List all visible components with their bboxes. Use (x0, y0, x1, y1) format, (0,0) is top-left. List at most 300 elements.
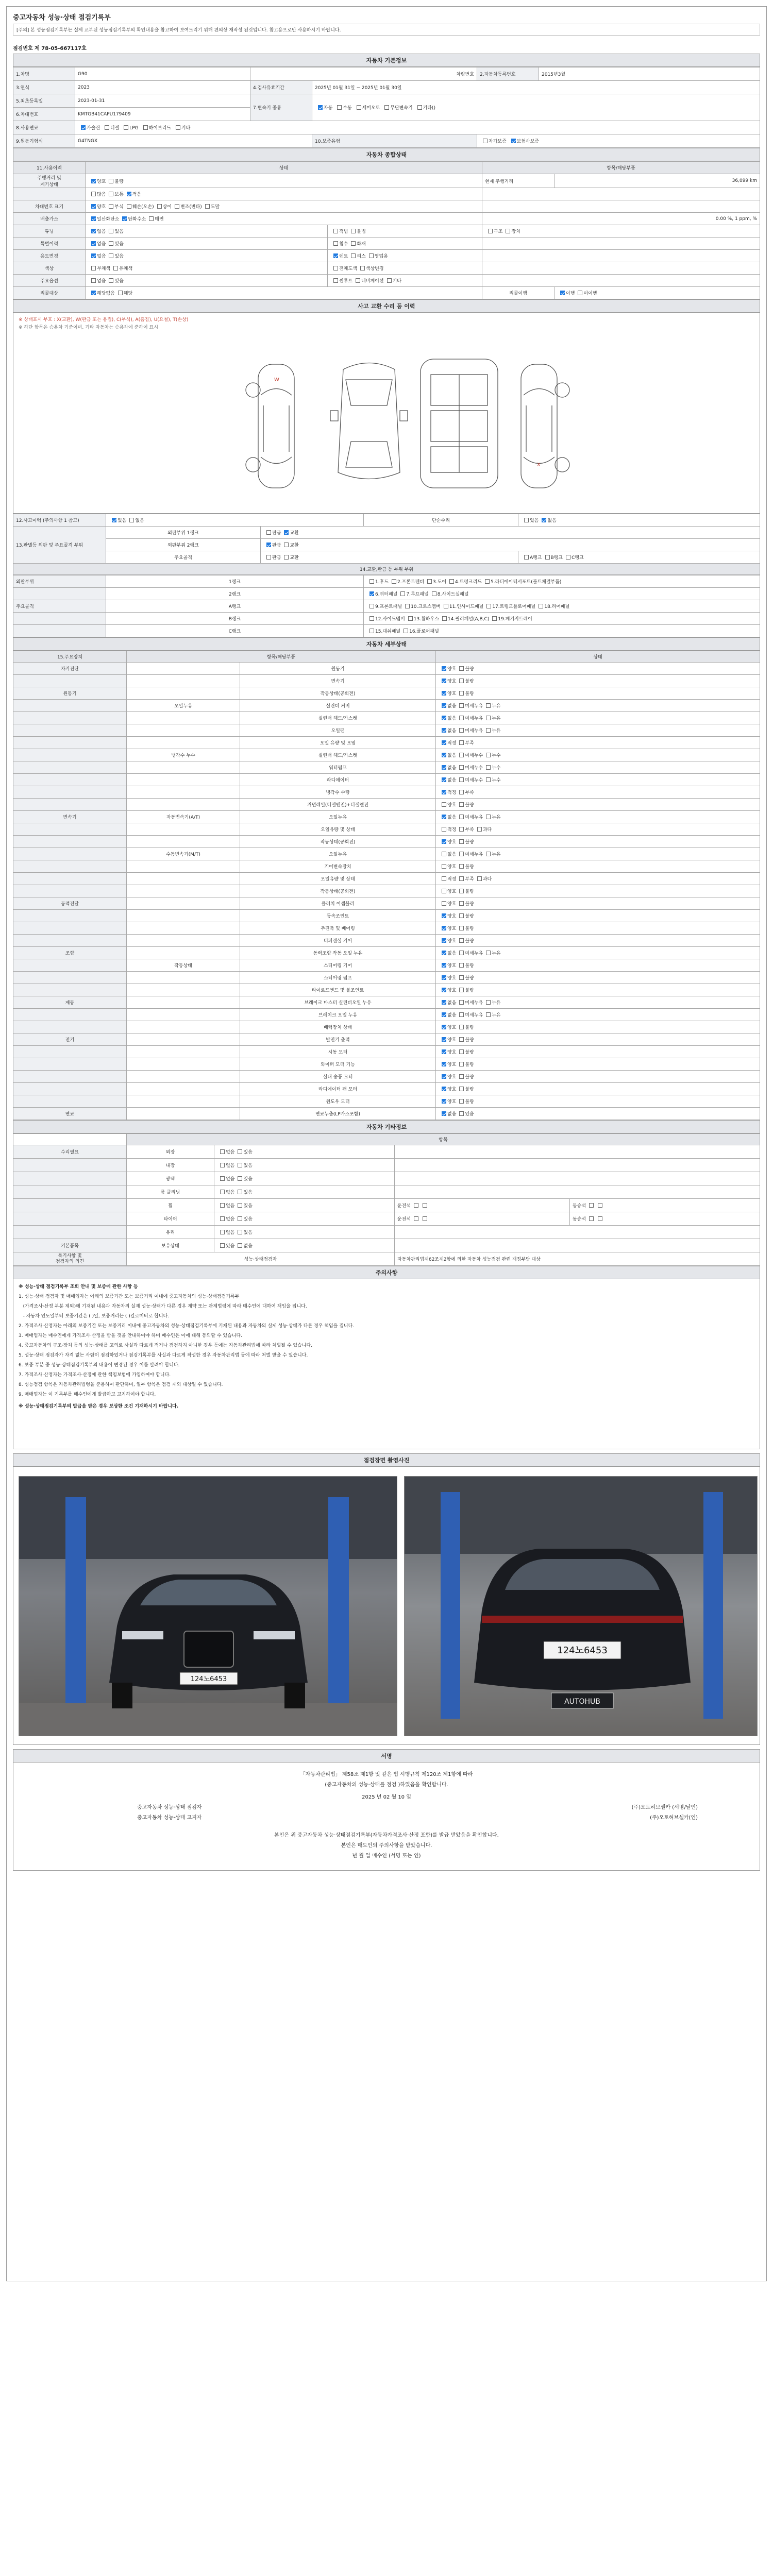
detail-sub (127, 1009, 240, 1021)
checkbox-detail34-1[interactable] (459, 1087, 464, 1091)
checkbox-other5-drv-f[interactable] (414, 1216, 418, 1221)
checkbox-state4-0[interactable] (91, 229, 96, 233)
detail-sub: 오일누유 (127, 700, 240, 712)
checkbox-detail34-0[interactable] (442, 1087, 446, 1091)
detail-item: 클러치 어셈블리 (240, 897, 436, 910)
value-model-year: 2023 (75, 81, 250, 94)
checkbox-detail28-0[interactable] (442, 1012, 446, 1017)
section-notes: 주의사항 (13, 1266, 760, 1279)
checkbox-rank-a[interactable] (524, 555, 529, 560)
state-right-value: 36,099 km (554, 174, 760, 188)
other-group: 특기사항 및 점검자의 의견 (13, 1252, 127, 1266)
state-label: 특별이력 (13, 238, 86, 250)
checkbox-detail28-1[interactable] (459, 1012, 464, 1017)
note-line: ※ 성능·상태 점검기록부 조회 안내 및 보증에 관한 사항 등 (19, 1284, 138, 1290)
label-fuel: 8.사용연료 (13, 121, 75, 134)
checkbox-detail2-0[interactable] (442, 691, 446, 696)
label-first-reg: 5.최초등록일 (13, 94, 75, 108)
plate-text-rear: 124노6453 (557, 1645, 608, 1656)
checkbox-other3-0[interactable] (220, 1190, 225, 1194)
checkbox-detail33-1[interactable] (459, 1074, 464, 1079)
checkbox-state2-4[interactable] (175, 204, 179, 209)
basic-info-table (13, 67, 760, 148)
checkbox-part2-3[interactable] (486, 604, 491, 608)
label-panel: 13.판넬등 외판 및 주요골격 부위 (13, 527, 106, 564)
checkbox-detail4-0[interactable] (442, 716, 446, 720)
checkbox-other5-pas-f[interactable] (589, 1216, 594, 1221)
checkbox-detail19-1[interactable] (459, 901, 464, 906)
state-label: 주행거리 및 계기상태 (13, 174, 86, 188)
label-reg-no: 2.자동차등록번호 (477, 67, 539, 81)
checkbox-other4-drv-f[interactable] (414, 1203, 418, 1208)
car-diagram (19, 333, 766, 503)
checkbox-detail26-1[interactable] (459, 988, 464, 992)
checkbox-state4-mid-0[interactable] (333, 229, 338, 233)
checkbox-detail3-2[interactable] (486, 703, 491, 708)
checkbox-detail32-1[interactable] (459, 1062, 464, 1066)
checkbox-other2-1[interactable] (238, 1176, 242, 1181)
checkbox-detail13-2[interactable] (477, 827, 482, 832)
damage-mark-x: X (537, 462, 541, 468)
other-group (13, 1172, 127, 1185)
detail-group (13, 885, 127, 897)
checkbox-state4-mid-1[interactable] (351, 229, 356, 233)
checkbox-detail20-1[interactable] (459, 913, 464, 918)
parts-table: 외판부위 1랭크 1.후드 2.프론트펜더 3.도어 4.트렁크리드 5.라디에이터서포트(볼트체결부품) 2랭크 6.쿼터패널 7.루프패널 8.사이드실패널 주요골격 A랭크 9.프론트패널 10.크로스멤버 11.인사이드패널 17.트렁크플로어패널 18.리어패널 B랭크 12.사이드멤버 13.휠하우스 14.필러패널(A,B,C) 19.패키지트레이 C랭크 15.대쉬패널 16.플로어패널 (13, 575, 760, 637)
detail-sub: 자동변속기(A/T) (127, 811, 240, 823)
checkbox-detail36-1[interactable] (459, 1111, 464, 1116)
checkbox-detail10-1[interactable] (459, 790, 464, 794)
label-transmission: 7.변속기 종류 (250, 94, 312, 121)
detail-group (13, 860, 127, 873)
other-group (13, 1159, 127, 1172)
checkbox-warranty-1[interactable] (511, 139, 516, 143)
detail-item: 와이퍼 모터 기능 (240, 1058, 436, 1071)
checkbox-state1-1[interactable] (109, 192, 113, 196)
checkbox-state2-3[interactable] (157, 204, 162, 209)
value-car-name: G90 (75, 67, 250, 81)
checkbox-detail28-2[interactable] (486, 1012, 491, 1017)
checkbox-trans-4[interactable] (417, 105, 422, 110)
detail-group (13, 1083, 127, 1095)
checkbox-other4-1[interactable] (238, 1203, 242, 1208)
checkbox-other4-pas-f[interactable] (589, 1203, 594, 1208)
detail-item: 오일누유 (240, 811, 436, 823)
state-col-status: 상태 (86, 162, 482, 174)
checkbox-other6-0[interactable] (220, 1230, 225, 1234)
other-inspector-label: 성능·상태점검자 (127, 1252, 395, 1266)
checkbox-detail5-0[interactable] (442, 728, 446, 733)
checkbox-detail8-0[interactable] (442, 765, 446, 770)
checkbox-part2-2[interactable] (444, 604, 448, 608)
checkbox-detail22-1[interactable] (459, 938, 464, 943)
detail-item: 브레이크 오일 누유 (240, 1009, 436, 1021)
checkbox-detail13-0[interactable] (442, 827, 446, 832)
checkbox-accident-no[interactable] (129, 518, 134, 522)
section-signature: 서명 (13, 1749, 760, 1762)
detail-group (13, 959, 127, 972)
checkbox-other5-0[interactable] (220, 1216, 225, 1221)
checkbox-detail0-0[interactable] (442, 666, 446, 671)
detail-item: 오일유량 및 상태 (240, 823, 436, 836)
checkbox-other7-0[interactable] (220, 1243, 225, 1248)
checkbox-state6-mid-1[interactable] (351, 253, 356, 258)
sign-line-1: 「자동차관리법」 제58조 제1항 및 같은 법 시행규칙 제120조 제1항에 따라 (300, 1772, 473, 1777)
checkbox-rank-b[interactable] (545, 555, 550, 560)
checkbox-other3-1[interactable] (238, 1190, 242, 1194)
checkbox-part4-0[interactable] (369, 629, 374, 633)
checkbox-recall-0[interactable] (560, 291, 565, 295)
checkbox-detail23-2[interactable] (486, 951, 491, 955)
detail-group (13, 848, 127, 860)
checkbox-state4-mid2-1[interactable] (506, 229, 510, 233)
checkbox-state9-1[interactable] (118, 291, 123, 295)
detail-item: 냉각수 수량 (240, 786, 436, 799)
checkbox-detail1-1[interactable] (459, 679, 464, 683)
checkbox-state6-mid-0[interactable] (333, 253, 338, 258)
checkbox-state3-1[interactable] (122, 216, 127, 221)
checkbox-r2-replace[interactable] (284, 543, 289, 547)
checkbox-detail19-0[interactable] (442, 901, 446, 906)
checkbox-fuel-2[interactable] (124, 125, 128, 130)
car-front-view (330, 363, 408, 479)
checkbox-state6-1[interactable] (109, 253, 113, 258)
label-outer-rank1: 외판부위 1랭크 (106, 527, 261, 539)
sign-line-2: (중고자동차의 성능·상태를 점검 )하였음을 확인합니다. (325, 1782, 448, 1788)
note-line: 4. 중고자동차의 구조·장치 등의 성능·상태를 고의로 사실과 다르게 적거나 점검하지 아니한 경우 등에는 자동차관리법에 따라 처벌될 수 있습니다. (19, 1343, 313, 1348)
state-label: 차대번호 표기 (13, 200, 86, 213)
checkbox-recall-1[interactable] (578, 291, 582, 295)
checkbox-detail21-1[interactable] (459, 926, 464, 930)
checkbox-part1-2[interactable] (432, 591, 436, 596)
checkbox-detail22-0[interactable] (442, 938, 446, 943)
checkbox-trans-2[interactable] (357, 105, 361, 110)
checkbox-detail27-2[interactable] (486, 1000, 491, 1005)
checkbox-state5-mid-1[interactable] (351, 241, 356, 246)
other-col-item: 항목 (127, 1134, 760, 1145)
checkbox-part3-0[interactable] (369, 616, 374, 621)
checkbox-detail23-0[interactable] (442, 951, 446, 955)
checkbox-detail17-0[interactable] (442, 876, 446, 881)
checkbox-fuel-0[interactable] (81, 125, 86, 130)
detail-sub (127, 1033, 240, 1046)
section-detail-state: 자동차 세부상태 (13, 637, 760, 651)
checkbox-state7-0[interactable] (91, 266, 96, 270)
section-photos: 점검장면 촬영사진 (13, 1453, 760, 1467)
checkbox-state8-0[interactable] (91, 278, 96, 283)
checkbox-r1-sheet[interactable] (266, 530, 271, 535)
checkbox-other7-1[interactable] (238, 1243, 242, 1248)
signature-box (13, 1762, 760, 1871)
detail-sub (127, 761, 240, 774)
checkbox-detail35-0[interactable] (442, 1099, 446, 1104)
car-diagram-box (13, 313, 760, 514)
checkbox-other5-1[interactable] (238, 1216, 242, 1221)
checkbox-detail9-1[interactable] (459, 777, 464, 782)
sign-inspector-label: 중고자동차 성능·상태 점검자 (137, 1805, 202, 1810)
other-inspector-note: 자동차관리법제62조제2항에 의한 자동차 성능점검 관련 재정부담 대상 (395, 1252, 760, 1266)
checkbox-detail12-0[interactable] (442, 815, 446, 819)
detail-item: 실내 송풍 모터 (240, 1071, 436, 1083)
detail-item: 스티어링 기어 (240, 959, 436, 972)
detail-group (13, 1009, 127, 1021)
checkbox-detail31-0[interactable] (442, 1049, 446, 1054)
inspection-photo-front (19, 1476, 397, 1736)
label-model-year: 3.연식 (13, 81, 75, 94)
checkbox-state4-mid2-0[interactable] (488, 229, 493, 233)
checkbox-state8-1[interactable] (109, 278, 113, 283)
checkbox-detail18-0[interactable] (442, 889, 446, 893)
checkbox-state2-5[interactable] (205, 204, 210, 209)
checkbox-detail23-1[interactable] (459, 951, 464, 955)
checkbox-fuel-4[interactable] (176, 125, 180, 130)
checkbox-other4-0[interactable] (220, 1203, 225, 1208)
checkbox-state6-mid-2[interactable] (369, 253, 374, 258)
checkbox-rank-c[interactable] (566, 555, 570, 560)
checkbox-frame-replace[interactable] (284, 555, 289, 560)
checkbox-part0-4[interactable] (485, 579, 490, 584)
detail-sub (127, 996, 240, 1009)
detail-sub (127, 972, 240, 984)
sign-notifier-label: 중고자동차 성능·상태 고지자 (137, 1815, 202, 1821)
checkbox-detail7-2[interactable] (486, 753, 491, 757)
checkbox-detail29-1[interactable] (459, 1025, 464, 1029)
state-label: 주요옵션 (13, 275, 86, 287)
checkbox-detail25-0[interactable] (442, 975, 446, 980)
checkbox-detail15-0[interactable] (442, 852, 446, 856)
checkbox-part0-2[interactable] (427, 579, 432, 584)
checkbox-detail29-0[interactable] (442, 1025, 446, 1029)
checkbox-detail12-2[interactable] (486, 815, 491, 819)
checkbox-detail7-0[interactable] (442, 753, 446, 757)
checkbox-r1-replace[interactable] (284, 530, 289, 535)
detail-sub (127, 1108, 240, 1120)
checkbox-part4-1[interactable] (404, 629, 408, 633)
value-valid-period: 2025년 01월 31일 ~ 2025년 01월 30일 (312, 81, 760, 94)
checkbox-part1-0[interactable] (369, 591, 374, 596)
inspection-record-document (6, 6, 767, 2281)
checkbox-detail5-2[interactable] (486, 728, 491, 733)
checkbox-fuel-1[interactable] (105, 125, 109, 130)
checkbox-state3-2[interactable] (149, 216, 154, 221)
checkbox-detail14-0[interactable] (442, 839, 446, 844)
checkbox-detail21-0[interactable] (442, 926, 446, 930)
other-item: 룸 클리닝 (127, 1185, 214, 1199)
detail-group (13, 749, 127, 761)
checkbox-detail15-2[interactable] (486, 852, 491, 856)
notes-box (13, 1279, 760, 1449)
checkbox-repair-no[interactable] (542, 518, 546, 522)
checkbox-detail32-0[interactable] (442, 1062, 446, 1066)
checkbox-state1-2[interactable] (127, 192, 131, 196)
overall-state-table: 11.사용이력 상태 항목/해당부품 주행거리 및 계기상태 양호 불량 현재 주행거리 36,099 km 많음 보통 적음 차대번호 표기 양호 부식 훼손(오손) 상이 변조(변타) 도말 배출가스 일산화탄소 탄화수소 매연 0.00 %, 1 ppm, % 튜닝 없음 있음 적법 불법 구조 장치 특별이력 없음 있음 침수 화재 용도변경 없음 있음 렌트 리스 영업용 색상 무채색 유채색 전체도색 색상변경 주요옵션 없음 있음 썬루프 네비게이션 기타 리콜대상 해당없음 해당 리콜이행 이행 미이행 (13, 161, 760, 299)
checkbox-detail12-1[interactable] (459, 815, 464, 819)
checkbox-state8-mid-0[interactable] (333, 278, 338, 283)
car-left-side-view (246, 364, 294, 488)
checkbox-state7-1[interactable] (113, 266, 118, 270)
checkbox-state0-0[interactable] (91, 179, 96, 183)
checkbox-state1-0[interactable] (91, 192, 96, 196)
checkbox-detail8-2[interactable] (486, 765, 491, 770)
checkbox-detail3-1[interactable] (459, 703, 464, 708)
checkbox-detail3-0[interactable] (442, 703, 446, 708)
checkbox-repair-yes[interactable] (524, 518, 529, 522)
checkbox-state5-1[interactable] (109, 241, 113, 246)
detail-col-item: 항목/해당부품 (127, 651, 436, 663)
other-group (13, 1212, 127, 1226)
checkbox-fuel-3[interactable] (143, 125, 148, 130)
checkbox-state6-0[interactable] (91, 253, 96, 258)
note-line: - 자동차 인도일부터 보증기간은 ( )일, 보증거리는 ( )킬로미터로 합니다. (19, 1314, 170, 1319)
parts-group (13, 588, 106, 600)
checkbox-detail24-1[interactable] (459, 963, 464, 968)
checkbox-detail2-1[interactable] (459, 691, 464, 696)
checkbox-state2-2[interactable] (127, 204, 131, 209)
detail-sub (127, 799, 240, 811)
detail-item: 브레이크 마스터 실린더오일 누유 (240, 996, 436, 1009)
checkbox-detail9-0[interactable] (442, 777, 446, 782)
checkbox-detail14-1[interactable] (459, 839, 464, 844)
checkbox-detail17-1[interactable] (459, 876, 464, 881)
detail-group (13, 724, 127, 737)
note-line: 8. 성능점검 항목은 자동차관리법령을 준용하여 판단하며, 일부 항목은 점검 제외 대상일 수 있습니다. (19, 1382, 223, 1387)
checkbox-r2-sheet[interactable] (266, 543, 271, 547)
checkbox-state7-mid-0[interactable] (333, 266, 338, 270)
checkbox-part3-2[interactable] (442, 616, 447, 621)
detail-item: 스티어링 펌프 (240, 972, 436, 984)
checkbox-state4-1[interactable] (109, 229, 113, 233)
value-vin: KMTGB41CAPU179409 (75, 108, 250, 121)
detail-group (13, 873, 127, 885)
checkbox-other1-1[interactable] (238, 1163, 242, 1167)
checkbox-detail7-1[interactable] (459, 753, 464, 757)
checkbox-frame-sheet[interactable] (266, 555, 271, 560)
checkbox-state3-0[interactable] (91, 216, 96, 221)
checkbox-state9-0[interactable] (91, 291, 96, 295)
checkbox-trans-3[interactable] (384, 105, 389, 110)
parts-header: 14.교환,판금 등 부위 부위 (13, 564, 760, 575)
checkbox-detail6-1[interactable] (459, 740, 464, 745)
other-item: 보유상태 (127, 1239, 214, 1252)
checkbox-other4-pas-r[interactable] (598, 1203, 602, 1208)
checkbox-state8-mid-2[interactable] (387, 278, 392, 283)
checkbox-detail17-2[interactable] (477, 876, 482, 881)
checkbox-detail5-1[interactable] (459, 728, 464, 733)
checkbox-part0-1[interactable] (392, 579, 396, 584)
checkbox-detail10-0[interactable] (442, 790, 446, 794)
detail-group (13, 799, 127, 811)
checkbox-state5-0[interactable] (91, 241, 96, 246)
detail-group: 전기 (13, 1033, 127, 1046)
checkbox-detail9-2[interactable] (486, 777, 491, 782)
detail-group (13, 1021, 127, 1033)
checkbox-state5-mid-0[interactable] (333, 241, 338, 246)
checkbox-detail6-0[interactable] (442, 740, 446, 745)
checkbox-detail31-1[interactable] (459, 1049, 464, 1054)
checkbox-detail26-0[interactable] (442, 988, 446, 992)
checkbox-part2-1[interactable] (405, 604, 410, 608)
checkbox-detail11-1[interactable] (459, 802, 464, 807)
checkbox-state2-1[interactable] (109, 204, 113, 209)
checkbox-detail0-1[interactable] (459, 666, 464, 671)
detail-sub (127, 724, 240, 737)
detail-group (13, 836, 127, 848)
checkbox-detail35-1[interactable] (459, 1099, 464, 1104)
checkbox-state8-mid-1[interactable] (356, 278, 360, 283)
checkbox-part0-3[interactable] (449, 579, 454, 584)
checkbox-detail20-0[interactable] (442, 913, 446, 918)
checkbox-detail4-1[interactable] (459, 716, 464, 720)
checkbox-detail16-1[interactable] (459, 864, 464, 869)
checkbox-detail4-2[interactable] (486, 716, 491, 720)
checkbox-detail25-1[interactable] (459, 975, 464, 980)
checkbox-other1-0[interactable] (220, 1163, 225, 1167)
checkbox-part1-1[interactable] (400, 591, 405, 596)
checkbox-detail33-0[interactable] (442, 1074, 446, 1079)
checkbox-trans-0[interactable] (318, 105, 323, 110)
parts-rank: A랭크 (106, 600, 364, 613)
other-item: 타이어 (127, 1212, 214, 1226)
damage-mark-w: W (274, 377, 279, 383)
checkbox-detail1-0[interactable] (442, 679, 446, 683)
checkbox-warranty-0[interactable] (483, 139, 488, 143)
checkbox-part3-1[interactable] (408, 616, 413, 621)
checkbox-state7-mid-1[interactable] (360, 266, 365, 270)
detail-sub (127, 1095, 240, 1108)
checkbox-trans-1[interactable] (337, 105, 342, 110)
checkbox-other2-0[interactable] (220, 1176, 225, 1181)
checkbox-other0-1[interactable] (238, 1149, 242, 1154)
state-right-value: 0.00 %, 1 ppm, % (482, 213, 760, 225)
checkbox-detail36-0[interactable] (442, 1111, 446, 1116)
checkbox-other5-drv-r[interactable] (423, 1216, 427, 1221)
detail-group (13, 675, 127, 687)
checkbox-detail30-1[interactable] (459, 1037, 464, 1042)
detail-group: 연료 (13, 1108, 127, 1120)
detail-item: 커먼레일(디젤엔진)+디젤엔진 (240, 799, 436, 811)
detail-group (13, 737, 127, 749)
checkbox-detail24-0[interactable] (442, 963, 446, 968)
checkbox-part2-4[interactable] (539, 604, 543, 608)
checkbox-other5-pas-r[interactable] (598, 1216, 602, 1221)
checkbox-detail16-0[interactable] (442, 864, 446, 869)
checkbox-other6-1[interactable] (238, 1230, 242, 1234)
checkbox-accident-yes[interactable] (112, 518, 116, 522)
checkbox-state2-0[interactable] (91, 204, 96, 209)
detail-item: 등속조인트 (240, 910, 436, 922)
checkbox-detail30-0[interactable] (442, 1037, 446, 1042)
checkbox-detail15-1[interactable] (459, 852, 464, 856)
checkbox-detail13-1[interactable] (459, 827, 464, 832)
checkbox-part0-0[interactable] (369, 579, 374, 584)
checkbox-state0-1[interactable] (109, 179, 113, 183)
checkbox-detail27-0[interactable] (442, 1000, 446, 1005)
checkbox-part3-3[interactable] (492, 616, 497, 621)
label-reg-number: 차량번호 (250, 67, 477, 81)
checkbox-detail18-1[interactable] (459, 889, 464, 893)
label-car-name: 1.차명 (13, 67, 75, 81)
checkbox-other4-drv-r[interactable] (423, 1203, 427, 1208)
detail-item: 라디에이터 (240, 774, 436, 786)
checkbox-detail8-1[interactable] (459, 765, 464, 770)
checkbox-other0-0[interactable] (220, 1149, 225, 1154)
detail-item: 변속기 (240, 675, 436, 687)
document-number: 점검번호 제 78-05-667117호 (13, 46, 87, 52)
detail-item: 작동상태(공회전) (240, 836, 436, 848)
checkbox-detail11-0[interactable] (442, 802, 446, 807)
checkbox-detail27-1[interactable] (459, 1000, 464, 1005)
checkbox-part2-0[interactable] (369, 604, 374, 608)
